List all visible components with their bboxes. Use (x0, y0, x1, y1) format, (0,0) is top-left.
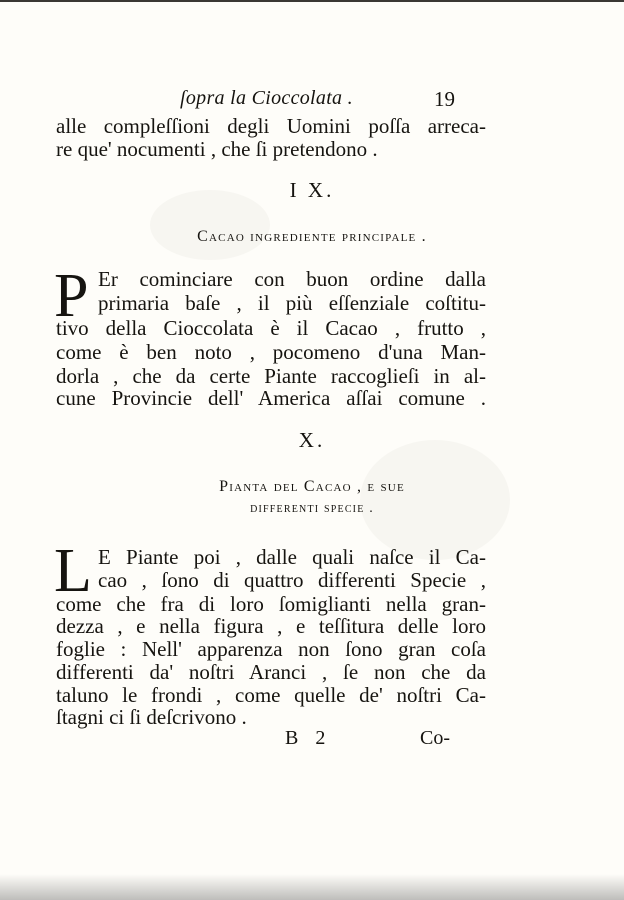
text-line: Er cominciare con buon ordine dalla (98, 267, 486, 291)
text-line: alle compleſſioni degli Uomini poſſa arreca- (56, 114, 486, 138)
text-line: primaria baſe , il più eſſenziale coſtitu- (98, 291, 486, 315)
text-line: differenti da' noſtri Aranci , ſe non che da (56, 660, 486, 684)
signature-mark: B 2 (285, 727, 332, 749)
text-line: dezza , e nella figura , e teſſitura delle loro (56, 614, 486, 638)
section-number-ix: I X. (289, 178, 335, 202)
section-number-x: X. (298, 428, 326, 452)
text-line: cao , ſono di quattro differenti Specie , (98, 568, 486, 592)
page-top-edge (0, 0, 624, 2)
text-line: come che fra di loro ſomiglianti nella gran- (56, 592, 486, 616)
section-title-ix: Cacao ingrediente principale . (197, 228, 427, 245)
catchword: Co- (420, 727, 450, 749)
text-line: foglie : Nell' apparenza non ſono gran coſa (56, 637, 486, 661)
page-bottom-edge (0, 874, 624, 900)
text-line: tivo della Cioccolata è il Cacao , frutto , (56, 316, 486, 340)
text-line: taluno le frondi , come quelle de' noſtri Ca- (56, 683, 486, 707)
drop-cap-l: L (54, 537, 92, 605)
section-title-x-line-1: Pianta del Cacao , e sue (219, 478, 405, 495)
show-through-stain (360, 440, 510, 560)
running-header (0, 87, 624, 113)
text-line: re que' nocumenti , che ſi pretendono . (56, 137, 378, 161)
text-line: ſtagni ci ſi deſcrivono . (56, 705, 247, 729)
page-number: 19 (434, 87, 455, 111)
section-title-x-line-2: differenti specie . (250, 501, 374, 516)
text-line: dorla , che da certe Piante raccoglieſi in al- (56, 364, 486, 388)
text-line: E Piante poi , dalle quali naſce il Ca- (98, 545, 486, 569)
running-title: ſopra la Cioccolata . (180, 87, 353, 109)
text-line: come è ben noto , pocomeno d'una Man- (56, 340, 486, 364)
drop-cap-p: P (54, 262, 89, 330)
text-line: cune Provincie dell' America aſſai comune . (56, 386, 486, 410)
